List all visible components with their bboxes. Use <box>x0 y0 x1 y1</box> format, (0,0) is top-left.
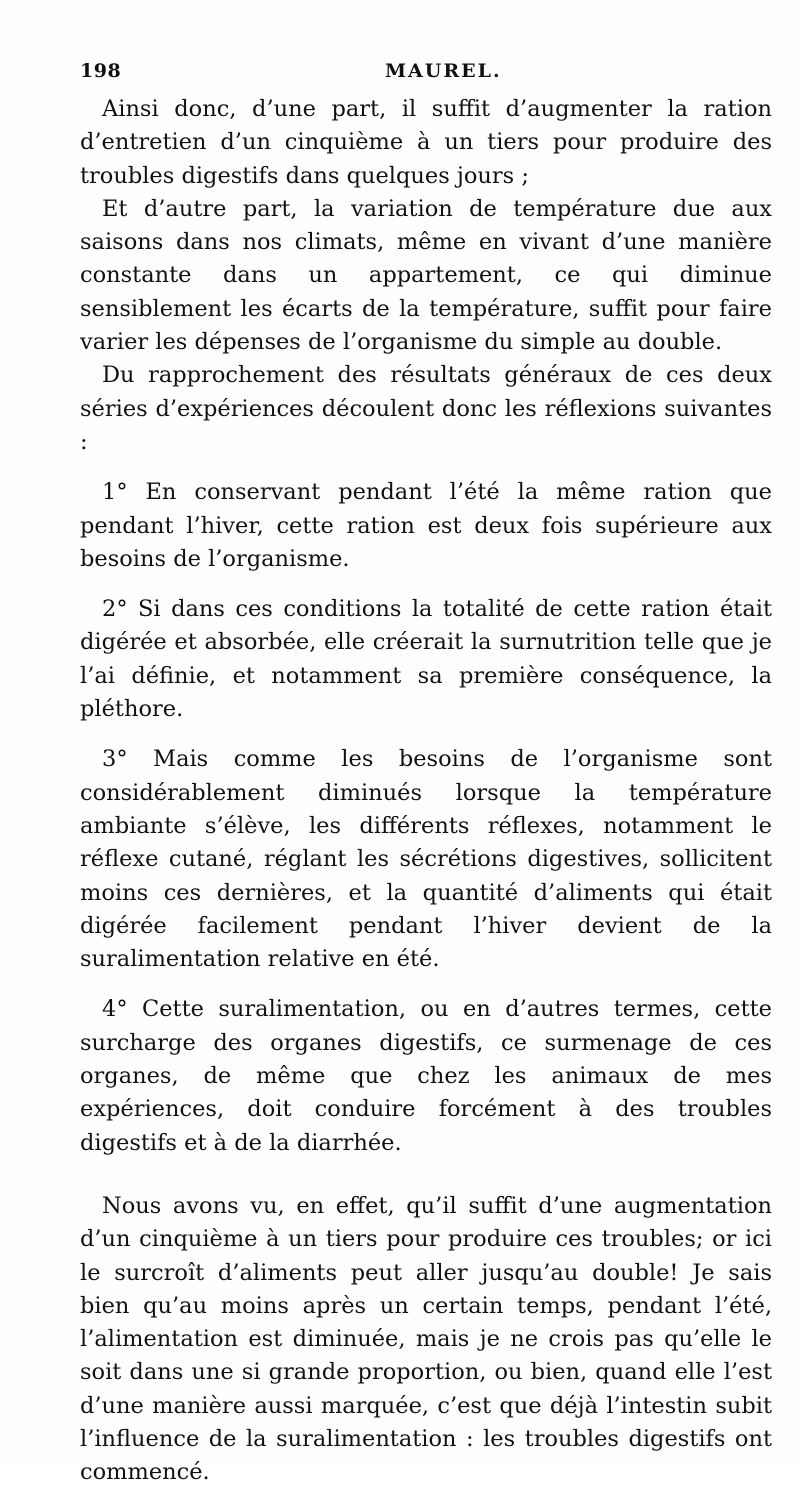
numbered-paragraph: 1° En conservant pendant l’été la même ration que pendant l’hiver, cette ration est deux fois supérieure aux besoins de l’organisme. <box>80 479 772 572</box>
running-head: MAUREL. <box>385 60 502 82</box>
numbered-paragraph: 3° Mais comme les besoins de l’organisme sont considérablement diminués lorsque la température ambiante s’élève, les différents réflexes, notamment le réflexe cutané, réglant les sécrétions digestives, sollicitent moins ces dernières, et la quantité d’aliments qui était digérée facilement pendant l’hiver devient de la suralimentation relative en été. <box>80 746 772 973</box>
body-text <box>80 93 772 1490</box>
numbered-paragraph: 4° Cette suralimentation, ou en d’autres termes, cette surcharge des organes digestifs, ce surmenage de ces organes, de même que chez les animaux de mes expériences, doit conduire forcément à des troubles digestifs et à de la diarrhée. <box>80 996 772 1156</box>
page-header <box>80 60 780 90</box>
paragraph: Nous avons vu, en effet, qu’il suffit d’une augmentation d’un cinquième à un tiers pour produire ces troubles; or ici le surcroît d’aliments peut aller jusqu’au double! Je sais bien qu’au moins après un certain temps, pendant l’été, l’alimentation est diminuée, mais je ne crois pas qu’elle le soit dans une si grande proportion, ou bien, quand elle l’est d’une manière aussi marquée, c’est que déjà l’intestin subit l’influence de la suralimentation : les troubles digestifs ont commencé. <box>80 1192 772 1486</box>
paragraph: Ainsi donc, d’une part, il suffit d’augmenter la ration d’entretien d’un cinquième à un tiers pour produire des troubles digestifs dans quelques jours ; <box>80 96 772 189</box>
numbered-paragraph: 2° Si dans ces conditions la totalité de cette ration était digérée et absorbée, elle créerait la surnutrition telle que je l’ai définie, et notamment sa première conséquence, la pléthore. <box>80 596 772 723</box>
page-number: 198 <box>80 60 122 82</box>
paragraph: Et d’autre part, la variation de température due aux saisons dans nos climats, même en vivant d’une manière constante dans un appartement, ce qui diminue sensiblement les écarts de la température, suffit pour faire varier les dépenses de l’organisme du simple au double. <box>80 195 772 356</box>
paragraph: Du rapprochement des résultats généraux de ces deux séries d’expériences découlent donc les réflexions suivantes : <box>80 362 772 455</box>
